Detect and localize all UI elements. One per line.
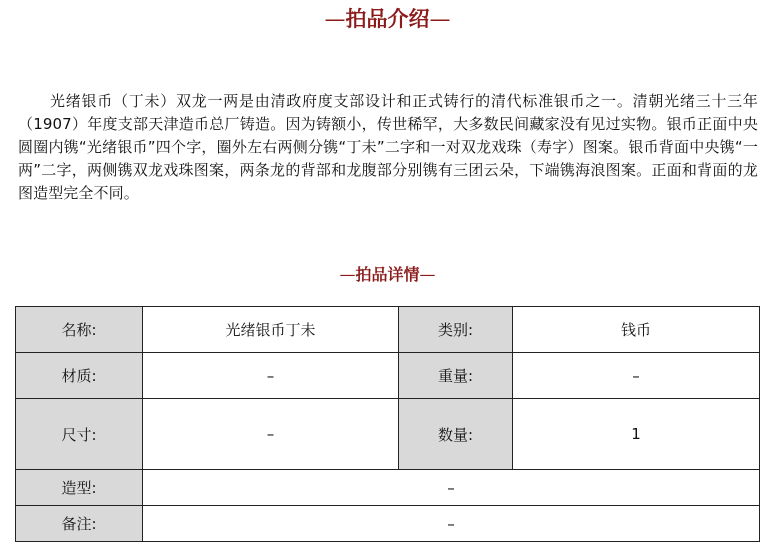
material-label: 材质:: [16, 353, 143, 399]
name-label: 名称:: [16, 307, 143, 353]
intro-paragraph: 光绪银币（丁未）双龙一两是由清政府度支部设计和正式铸行的清代标准银币之一。清朝光绪三十三年（1907）年度支部天津造币总厂铸造。因为铸额小，传世稀罕，大多数民间藏家没有见过实物。银币正面中央圆圈内镌“光绪银币”四个字，圈外左右两侧分镌“丁未”二字和一对双龙戏珠（寿字）图案。银币背面中央镌“一两”二字，两侧镌双龙戏珠图案，两条龙的背部和龙腹部分别镌有三团云朵，下端镌海浪图案。正面和背面的龙图造型完全不同。: [18, 92, 758, 202]
title-dash-right: —: [429, 7, 451, 31]
details-title-text: 拍品详情: [355, 265, 420, 284]
quantity-value: 1: [513, 399, 760, 470]
category-value: 钱币: [513, 307, 760, 353]
name-value: 光绪银币丁未: [143, 307, 399, 353]
table-row-material: [16, 353, 760, 399]
remark-label: 备注:: [16, 506, 143, 542]
title-dash-right: —: [419, 265, 436, 284]
size-value: –: [143, 399, 399, 470]
category-label: 类别:: [399, 307, 513, 353]
shape-label: 造型:: [16, 470, 143, 506]
table-row-size: [16, 399, 760, 470]
intro-title-text: 拍品介绍: [345, 7, 430, 31]
table-row-name: [16, 307, 760, 353]
table-row-remark: [16, 506, 760, 542]
title-dash-left: —: [324, 7, 346, 31]
weight-value: –: [513, 353, 760, 399]
weight-label: 重量:: [399, 353, 513, 399]
size-label: 尺寸:: [16, 399, 143, 470]
intro-section-title: [0, 4, 775, 34]
details-table: [15, 306, 760, 542]
table-row-shape: [16, 470, 760, 506]
material-value: –: [143, 353, 399, 399]
quantity-label: 数量:: [399, 399, 513, 470]
title-dash-left: —: [339, 265, 356, 284]
shape-value: –: [143, 470, 760, 506]
remark-value: –: [143, 506, 760, 542]
details-section-title: [0, 263, 775, 287]
